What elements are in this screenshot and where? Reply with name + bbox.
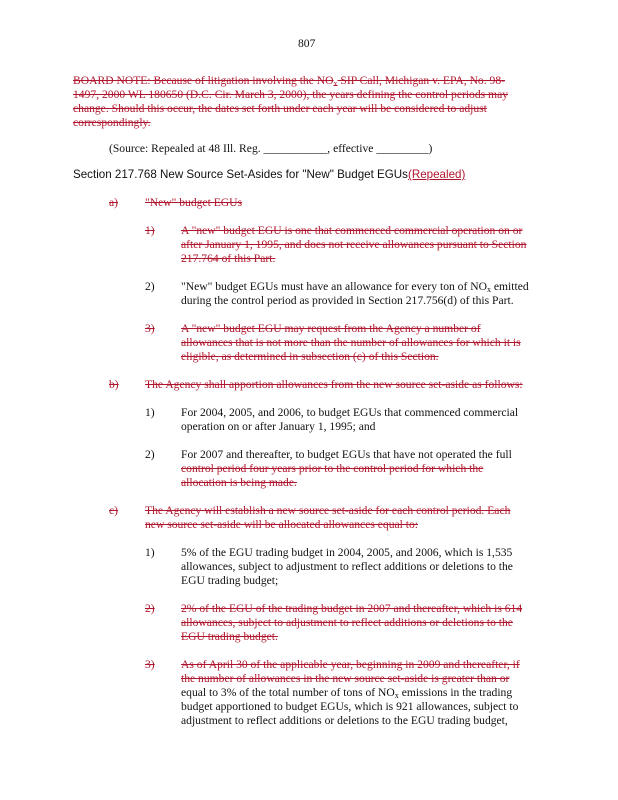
page-number: 807 (298, 37, 316, 50)
item-c3-number: 3) (145, 658, 155, 671)
item-c3-line-5: adjustment to reflect additions or deletions to the EGU trading budget, (181, 714, 508, 727)
item-a3-line-3: eligible, as determined in subsection (c) of this Section. (181, 350, 439, 363)
item-a2-number: 2) (145, 280, 155, 293)
item-c1-line-2: allowances, subject to adjustment to reflect additions or deletions to the (181, 560, 513, 573)
section-title: Section 217.768 New Source Set-Asides for "New" Budget EGUs (73, 168, 408, 181)
item-c1-line-3: EGU trading budget; (181, 574, 279, 587)
item-a3-line-1: A "new" budget EGU may request from the Agency a number of (181, 322, 481, 335)
subsection-a-label: a) (109, 196, 119, 209)
item-a1-line-1: A "new" budget EGU is one that commenced commercial operation on or (181, 224, 523, 237)
item-c1-number: 1) (145, 546, 155, 559)
item-c1-line-1: 5% of the EGU trading budget in 2004, 2005, and 2006, which is 1,535 (181, 546, 513, 559)
subsection-a-heading: "New" budget EGUs (145, 196, 243, 209)
item-a1-line-2: after January 1, 1995, and does not receive allowances pursuant to Section (181, 238, 527, 251)
item-b2-line-2: control period four years prior to the control period for which the (181, 462, 484, 475)
item-b2-line-3: allocation is being made. (181, 476, 297, 489)
item-b1-line-1: For 2004, 2005, and 2006, to budget EGUs that commenced commercial (181, 406, 519, 419)
subsection-c-heading-line-1: The Agency will establish a new source set-aside for each control period. Each (145, 504, 511, 517)
source-note: (Source: Repealed at 48 Ill. Reg. ___________, effective _________) (109, 142, 433, 155)
item-a2-line-2: during the control period as provided in Section 217.756(d) of this Part. (181, 294, 514, 307)
repealed-tag: (Repealed) (407, 168, 466, 181)
item-b1-line-2: operation on or after January 1, 1995; and (181, 420, 376, 433)
item-a1-number: 1) (145, 224, 155, 237)
item-c2-line-3: EGU trading budget. (181, 630, 278, 643)
item-b1-number: 1) (145, 406, 155, 419)
board-note-line-1: BOARD NOTE: Because of litigation involving the $NO_x$ SIP Call, Michigan v. EPA, No. 98- (73, 74, 505, 88)
item-c2-line-2: allowances, subject to adjustment to reflect additions or deletions to the (181, 616, 513, 629)
item-c3-line-3: equal to 3% of the total number of tons of $NO_x$ emissions in the trading (181, 686, 513, 700)
board-note-line-3: change. Should this occur, the dates set forth under each year will be considered to adjust (73, 102, 487, 115)
board-note-line-2: 1497, 2000 WL 180650 (D.C. Cir. March 3, 2000), the years defining the control periods may (73, 88, 509, 101)
item-b2-number: 2) (145, 448, 155, 461)
item-a3-number: 3) (145, 322, 155, 335)
item-a2-line-1: "New" budget EGUs must have an allowance for every ton of $NO_x$ emitted (181, 280, 529, 294)
item-c2-number: 2) (145, 602, 155, 615)
item-c3-line-1: As of April 30 of the applicable year, beginning in 2009 and thereafter, if (181, 658, 520, 671)
subsection-b-heading: The Agency shall apportion allowances from the new source set-aside as follows: (145, 378, 523, 391)
subsection-b-label: b) (109, 378, 119, 391)
item-c2-line-1: 2% of the EGU of the trading budget in 2007 and thereafter, which is 614 (181, 602, 523, 615)
item-b2-line-1: For 2007 and thereafter, to budget EGUs that have not operated the full (181, 448, 512, 461)
section-heading (73, 168, 465, 182)
item-a1-line-3: 217.764 of this Part. (181, 252, 276, 265)
subsection-c-heading-line-2: new source set-aside will be allocated allowances equal to: (145, 518, 418, 531)
subsection-c-label: c) (109, 504, 119, 517)
item-c3-line-4: budget apportioned to budget EGUs, which is 921 allowances, subject to (181, 700, 519, 713)
item-c3-line-2: the number of allowances in the new source set-aside is greater than or (181, 672, 510, 685)
item-a3-line-2: allowances that is not more than the number of allowances for which it is (181, 336, 521, 349)
board-note-line-4: correspondingly. (73, 116, 151, 129)
